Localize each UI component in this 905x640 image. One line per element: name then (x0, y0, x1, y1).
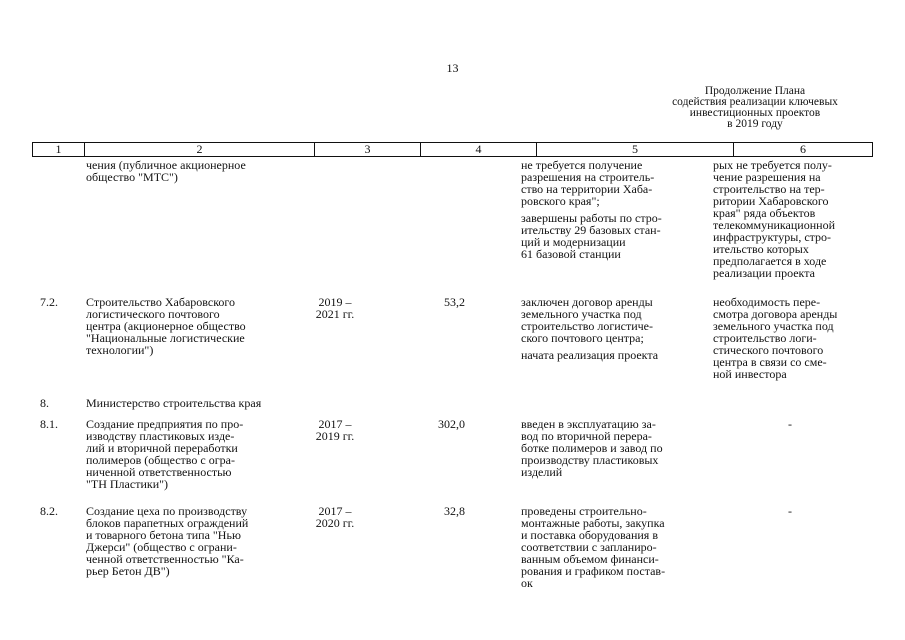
cell-period (305, 296, 365, 320)
cell-num (40, 296, 80, 308)
header-cell-5: 5 (537, 143, 734, 156)
cell-status (521, 159, 706, 260)
text-line: строительство на тер- (713, 182, 825, 196)
header-cell-4: 4 (421, 143, 537, 156)
text-line: ченной ответственностью "Ка- (86, 552, 244, 566)
cell-amount (395, 418, 465, 430)
text-line: ок (521, 576, 533, 590)
text-line: 2019 – (318, 295, 352, 309)
cell-status (521, 505, 706, 589)
text-line: вод по вторичной перера- (521, 429, 652, 443)
text-line: соответствии с запланиро- (521, 540, 657, 554)
text-line: 8.1. (40, 417, 58, 431)
text-line: разрешения на строитель- (521, 170, 655, 184)
text-line: введен в эксплуатацию за- (521, 417, 656, 431)
text-line: инфраструктуры, стро- (713, 230, 832, 244)
text-line: стического почтового (713, 343, 824, 357)
text-line: 7.2. (40, 295, 58, 309)
text-line: 2017 – (318, 417, 352, 431)
text-line: ботке полимеров и завод по (521, 441, 663, 455)
text-line: 2021 гг. (315, 307, 355, 321)
text-line: 2020 гг. (315, 516, 355, 530)
text-line: рых не требуется полу- (713, 158, 832, 172)
text-line: блоков парапетных ограждений (86, 516, 249, 530)
text-line: земельного участка под (521, 307, 642, 321)
text-line: логистического почтового (86, 307, 220, 321)
text-line: лий и вторичной переработки (86, 441, 238, 455)
text-line: ительство которых (713, 242, 809, 256)
text-line: края" ряда объектов (713, 206, 816, 220)
text-line: завершены работы по стро- (521, 211, 662, 225)
text-line: 8.2. (40, 504, 58, 518)
text-line: производству пластиковых (521, 453, 659, 467)
text-line: технологии") (86, 343, 154, 357)
text-line: 2019 гг. (315, 429, 355, 443)
text-line: 8. (40, 396, 49, 410)
text-line: и товарного бетона типа "Нью (86, 528, 241, 542)
text-line: общество "МТС") (86, 170, 178, 184)
text-line: изводству пластиковых изде- (86, 429, 235, 443)
text-line: ритории Хабаровского (713, 194, 829, 208)
text-line: не требуется получение (521, 158, 643, 172)
cell-issues (713, 296, 873, 380)
text-line: ниченной ответственностью (86, 465, 232, 479)
text-line: - (788, 417, 792, 431)
text-line: Строительство Хабаровского (86, 295, 236, 309)
text-line: предполагается в ходе (713, 254, 827, 268)
text-line: центра в связи со сме- (713, 355, 827, 369)
text-line: ной инвестора (713, 367, 787, 381)
header-cell-1: 1 (33, 143, 85, 156)
continuation-line: в 2019 году (727, 118, 783, 130)
text-line: 32,8 (444, 504, 465, 518)
text-line: 53,2 (444, 295, 465, 309)
header-cell-6: 6 (800, 142, 806, 156)
cell-name (86, 418, 302, 490)
text-line: строительство логистиче- (521, 319, 654, 333)
cell-period (305, 505, 365, 529)
cell-name (86, 397, 302, 409)
text-line: чение разрешения на (713, 170, 821, 184)
text-line: ций и модернизации (521, 235, 626, 249)
page-number: 13 (446, 61, 459, 75)
continuation-line: Продолжение Плана (704, 85, 806, 97)
text-line: ванным объемом финанси- (521, 552, 659, 566)
text-line: реализации проекта (713, 266, 815, 280)
cell-num (40, 505, 80, 517)
table-header-row (32, 142, 873, 157)
cell-name (86, 296, 302, 356)
header-cell-3: 3 (315, 143, 421, 156)
header-cell-2: 2 (85, 143, 315, 156)
text-line: 302,0 (438, 417, 465, 431)
text-line: монтажные работы, закупка (521, 516, 665, 530)
cell-status (521, 418, 706, 478)
continuation-line: содействия реализации ключевых (672, 96, 838, 108)
cell-num (40, 418, 80, 430)
text-line: "Национальные логистические (86, 331, 245, 345)
cell-issues (770, 418, 810, 430)
continuation-line: инвестиционных проектов (689, 107, 821, 119)
text-line: телекоммуникационной (713, 218, 835, 232)
text-line: ровского края"; (521, 194, 600, 208)
text-line: строительство логи- (713, 331, 817, 345)
text-line: ство на территории Хаба- (521, 182, 653, 196)
text-line: ского почтового центра; (521, 331, 644, 345)
cell-amount (395, 296, 465, 308)
text-line: начата реализация проекта (521, 348, 659, 362)
text-line: 2017 – (318, 504, 352, 518)
cell-num (40, 397, 80, 409)
cell-name (86, 505, 302, 577)
text-line: необходимость пере- (713, 295, 821, 309)
continuation-caption (640, 86, 870, 130)
text-line: полимеров (общество с огра- (86, 453, 235, 467)
text-line: рьер Бетон ДВ") (86, 564, 170, 578)
cell-issues (770, 505, 810, 517)
text-line: заключен договор аренды (521, 295, 653, 309)
cell-status (521, 296, 706, 361)
text-line: Министерство строительства края (86, 396, 262, 410)
text-line: ительству 29 базовых стан- (521, 223, 661, 237)
text-line: Создание цеха по производству (86, 504, 248, 518)
text-line: смотра договора аренды (713, 307, 838, 321)
text-line: центра (акционерное общество (86, 319, 246, 333)
cell-period (305, 418, 365, 442)
text-line: "ТН Пластики") (86, 477, 169, 491)
cell-name (86, 159, 302, 183)
text-line: Создание предприятия по про- (86, 417, 244, 431)
text-line: проведены строительно- (521, 504, 647, 518)
text-line: Джерси" (общество с ограни- (86, 540, 237, 554)
text-line: рования и графиком постав- (521, 564, 666, 578)
text-line: - (788, 504, 792, 518)
text-line: чения (публичное акционерное (86, 158, 246, 172)
cell-amount (395, 505, 465, 517)
cell-issues (713, 159, 873, 279)
text-line: и поставка оборудования в (521, 528, 658, 542)
text-line: 61 базовой станции (521, 247, 621, 261)
text-line: изделий (521, 465, 563, 479)
text-line: земельного участка под (713, 319, 834, 333)
